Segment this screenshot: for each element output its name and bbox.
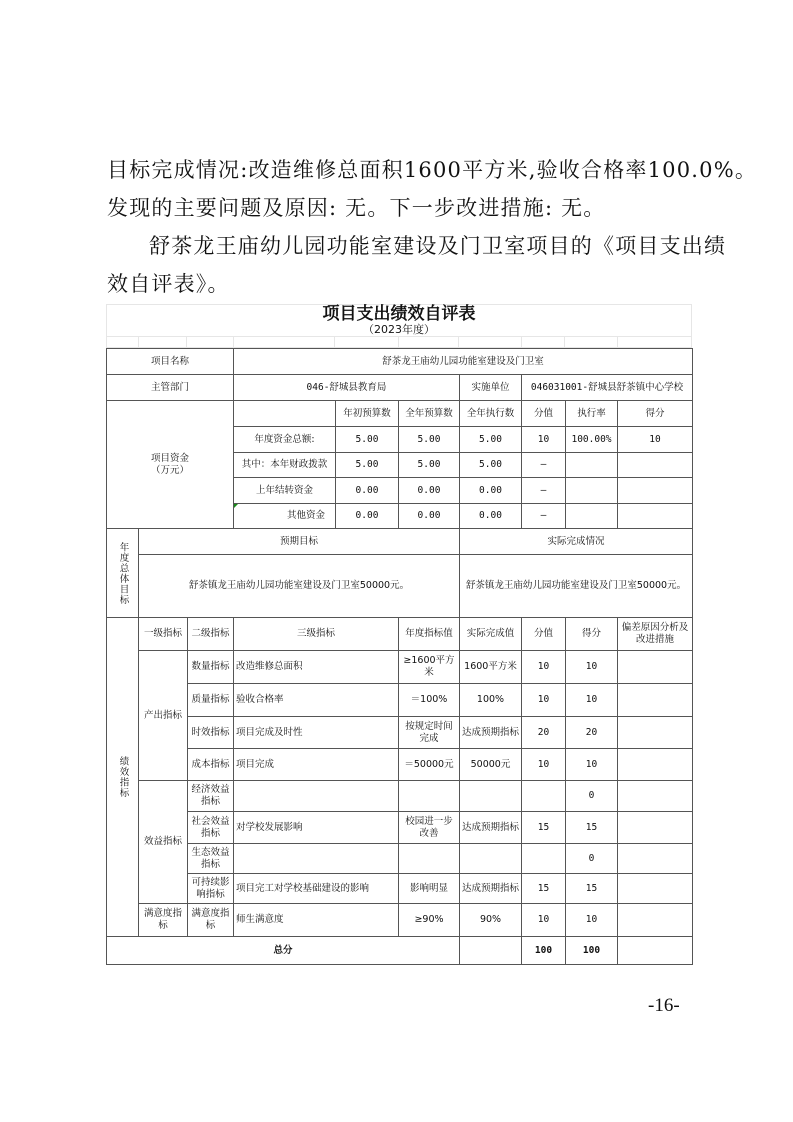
indicator-level3: 对学校发展影响 [233, 811, 399, 844]
indicator-note [617, 748, 693, 781]
indicator-score-value: 10 [521, 748, 566, 781]
funds-label: 项目资金 （万元） [106, 400, 234, 529]
paragraph-2: 发现的主要问题及原因: 无。下一步改进措施: 无。 [107, 196, 606, 220]
dept-label: 主管部门 [106, 374, 234, 401]
indicator-level3: 项目完成 [233, 748, 399, 781]
funds-row-score_val: — [521, 503, 566, 529]
indicator-level2: 经济效益指标 [187, 780, 234, 812]
dept-value: 046-舒城县教育局 [233, 374, 460, 401]
funds-row-init: 0.00 [335, 503, 399, 529]
indicator-score: 15 [565, 873, 618, 904]
indicator-level2: 满意度指标 [187, 903, 234, 937]
indicator-note [617, 716, 693, 749]
indicator-header: 二级指标 [187, 617, 234, 651]
indicator-level2: 生态效益指标 [187, 843, 234, 874]
indicator-level2: 可持续影响指标 [187, 873, 234, 904]
total-score: 100 [565, 936, 618, 965]
total-label: 总分 [106, 936, 460, 965]
indicator-target: 校园进一步改善 [398, 811, 460, 844]
indicator-target: 影响明显 [398, 873, 460, 904]
project-name-label: 项目名称 [106, 348, 234, 375]
indicator-score-value: 20 [521, 716, 566, 749]
goal-expected-header: 预期目标 [138, 528, 460, 555]
indicator-note [617, 650, 693, 684]
funds-row-rate [565, 477, 618, 504]
funds-row-exec: 0.00 [459, 503, 522, 529]
indicator-header: 得分 [565, 617, 618, 651]
funds-row-name: 年度资金总额: [233, 426, 336, 453]
total-note [617, 936, 693, 965]
indicator-level2: 质量指标 [187, 683, 234, 717]
indicator-score-value: 10 [521, 903, 566, 937]
indicator-level3: 师生满意度 [233, 903, 399, 937]
goal-actual: 舒茶镇龙王庙幼儿园功能室建设及门卫室50000元。 [459, 554, 693, 618]
funds-row-score_val: — [521, 452, 566, 478]
indicator-target [398, 843, 460, 874]
project-name-value: 舒茶龙王庙幼儿园功能室建设及门卫室 [233, 348, 693, 375]
funds-row-full: 0.00 [398, 477, 460, 504]
indicator-level3 [233, 843, 399, 874]
indicator-score: 10 [565, 748, 618, 781]
indicator-score-value: 15 [521, 811, 566, 844]
indicator-score-value [521, 780, 566, 812]
indicator-note [617, 843, 693, 874]
indicator-level2: 数量指标 [187, 650, 234, 684]
funds-row-name: 上年结转资金 [233, 477, 336, 504]
table-subtitle: （2023年度） [363, 323, 435, 336]
indicator-note [617, 873, 693, 904]
indicator-header: 偏差原因分析及改进措施 [617, 617, 693, 651]
indicator-score: 10 [565, 650, 618, 684]
indicator-note [617, 780, 693, 812]
indicator-level3: 项目完成及时性 [233, 716, 399, 749]
indicator-target: 按规定时间完成 [398, 716, 460, 749]
funds-row-full: 5.00 [398, 426, 460, 453]
funds-row-rate [565, 503, 618, 529]
funds-row-rate: 100.00% [565, 426, 618, 453]
funds-row-score [617, 503, 693, 529]
funds-row-full: 5.00 [398, 452, 460, 478]
funds-row-exec: 0.00 [459, 477, 522, 504]
indicator-header: 一级指标 [138, 617, 188, 651]
funds-header-blank [233, 400, 336, 427]
indicator-score: 10 [565, 683, 618, 717]
indicator-target [398, 780, 460, 812]
indicator-level3: 验收合格率 [233, 683, 399, 717]
funds-row-exec: 5.00 [459, 452, 522, 478]
funds-row-score_val: — [521, 477, 566, 504]
indicator-note [617, 903, 693, 937]
indicator-level3: 改造维修总面积 [233, 650, 399, 684]
table-title: 项目支出绩效自评表 [322, 304, 476, 324]
indicator-score: 0 [565, 843, 618, 874]
indicator-actual: 达成预期指标 [459, 716, 522, 749]
funds-row-init: 5.00 [335, 426, 399, 453]
indicator-header: 实际完成值 [459, 617, 522, 651]
funds-row-init: 0.00 [335, 477, 399, 504]
funds-header: 分值 [521, 400, 566, 427]
page-number: -16- [648, 995, 680, 1016]
grid-faint [233, 336, 335, 348]
indicator-header: 三级指标 [233, 617, 399, 651]
funds-row-score: 10 [617, 426, 693, 453]
indicator-score: 15 [565, 811, 618, 844]
funds-row-name: 其他资金 [233, 503, 336, 529]
grid-faint [521, 336, 565, 348]
indicator-score-value: 10 [521, 683, 566, 717]
indicator-score-value [521, 843, 566, 874]
indicator-level1: 效益指标 [138, 780, 188, 904]
goal-expected: 舒茶镇龙王庙幼儿园功能室建设及门卫室50000元。 [138, 554, 460, 618]
paragraph-4: 效自评表》。 [107, 272, 230, 296]
indicator-score-value: 10 [521, 650, 566, 684]
funds-header: 全年执行数 [459, 400, 522, 427]
indicator-score: 20 [565, 716, 618, 749]
indicator-header: 年度指标值 [398, 617, 460, 651]
indicator-actual [459, 843, 522, 874]
indicator-score: 0 [565, 780, 618, 812]
indicator-actual: 达成预期指标 [459, 873, 522, 904]
indicator-actual: 100% [459, 683, 522, 717]
indicator-actual [459, 780, 522, 812]
unit-value: 046031001-舒城县舒茶镇中心学校 [521, 374, 693, 401]
indicator-level2: 社会效益指标 [187, 811, 234, 844]
indicator-actual: 达成预期指标 [459, 811, 522, 844]
grid-faint [138, 336, 187, 348]
indicator-score-value: 15 [521, 873, 566, 904]
funds-row-exec: 5.00 [459, 426, 522, 453]
goal-label: 年度总体目标 [106, 528, 139, 618]
unit-label: 实施单位 [459, 374, 522, 401]
total-score-value: 100 [521, 936, 566, 965]
indicator-actual: 50000元 [459, 748, 522, 781]
indicator-note [617, 683, 693, 717]
indicator-level2: 成本指标 [187, 748, 234, 781]
goal-actual-header: 实际完成情况 [459, 528, 693, 555]
grid-faint [617, 336, 692, 348]
funds-row-name: 其中：本年财政拨款 [233, 452, 336, 478]
grid-faint [398, 336, 459, 348]
indicator-target: ≥1600平方米 [398, 650, 460, 684]
indicator-actual: 90% [459, 903, 522, 937]
indicators-label: 绩效指标 [106, 617, 139, 937]
indicator-target: ＝100% [398, 683, 460, 717]
funds-row-score_val: 10 [521, 426, 566, 453]
indicator-header: 分值 [521, 617, 566, 651]
indicator-target: ≥90% [398, 903, 460, 937]
funds-row-full: 0.00 [398, 503, 460, 529]
indicator-actual: 1600平方米 [459, 650, 522, 684]
funds-header: 得分 [617, 400, 693, 427]
funds-row-score [617, 452, 693, 478]
funds-row-init: 5.00 [335, 452, 399, 478]
paragraph-3: 舒茶龙王庙幼儿园功能室建设及门卫室项目的《项目支出绩 [149, 234, 727, 258]
funds-header: 全年预算数 [398, 400, 460, 427]
indicator-level3 [233, 780, 399, 812]
funds-header: 执行率 [565, 400, 618, 427]
indicator-target: ＝50000元 [398, 748, 460, 781]
indicator-note [617, 811, 693, 844]
indicator-level1: 产出指标 [138, 650, 188, 781]
indicator-score: 10 [565, 903, 618, 937]
paragraph-1: 目标完成情况:改造维修总面积1600平方米,验收合格率100.0%。 [107, 158, 758, 182]
indicator-level2: 时效指标 [187, 716, 234, 749]
indicator-level3: 项目完工对学校基础建设的影响 [233, 873, 399, 904]
funds-header: 年初预算数 [335, 400, 399, 427]
total-blank [459, 936, 522, 965]
indicator-level1: 满意度指标 [138, 903, 188, 937]
funds-row-rate [565, 452, 618, 478]
funds-row-score [617, 477, 693, 504]
